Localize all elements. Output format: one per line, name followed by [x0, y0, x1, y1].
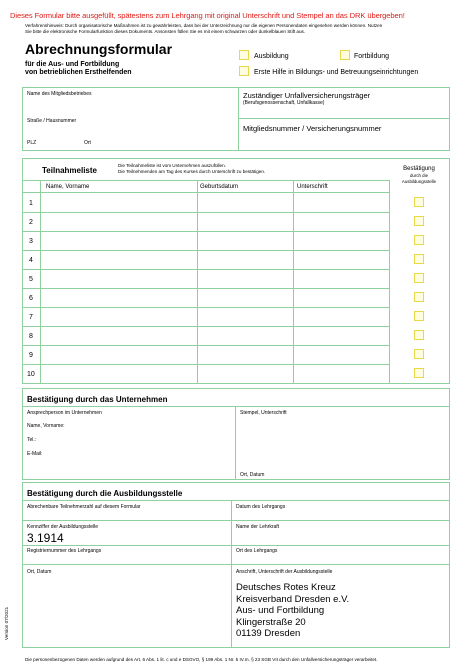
participants-title: Teilnahmeliste [42, 166, 97, 175]
warning-text: Dieses Formular bitte ausgefüllt, spätestens zum Lehrgang mit original Unterschrift und Stempel an das DRK übergeben! [10, 11, 405, 20]
ausbildung-label: Ausbildung [254, 53, 289, 60]
contact-name-label: Name, Vorname: [27, 423, 65, 429]
col-birth-header: Geburtsdatum [200, 184, 239, 190]
register-label: Registriernummer des Lehrgangs [27, 548, 102, 554]
row-number: 2 [29, 219, 33, 226]
legal-footer: Die personenbezogenen Daten werden aufgrund des Art. 6 Abs. 1 lit. c und e DSGVO, § 199 Abs. 1 Nr. 5 IV.m. § 23 SGB VII durch den Unfallversicherungsträger verarbeitet. [25, 657, 378, 662]
ausbildung-checkbox[interactable] [239, 50, 249, 60]
training-confirm-title: Bestätigung durch die Ausbildungsstelle [27, 489, 183, 498]
confirm-sub-2: Ausbildungsstelle [401, 179, 437, 184]
form-subtitle-1: für die Aus- und Fortbildung [25, 61, 120, 68]
participants-note-1: Die Teilnahmeliste ist vom Unternehmen auszufüllen. [118, 163, 226, 168]
training-sign-label: Anschrift, Unterschrift der Ausbildungsstelle [236, 569, 333, 575]
version-label: Version 07/2021 [4, 606, 9, 640]
notice-line-1: Verfahrenshinweis: Durch organisatorische Maßnahmen ist zu gewährleisten, dass bei der Unterzeichnung nur die eigenen Personendaten eingesehen werden können. Nutzen [25, 23, 383, 28]
row-number: 10 [27, 371, 35, 378]
row-confirm-checkbox[interactable] [414, 349, 424, 359]
contact-email-label: E-Mail: [27, 451, 43, 457]
notice-line-2: Sie bitte die elektronische Formularfunktion dieses Dokuments. Ansonsten füllen Sie es mit einem schwarzen oder dunkelblauen Stift aus. [25, 29, 306, 34]
confirm-title: Bestätigung [403, 166, 435, 172]
street-label: Straße / Hausnummer [27, 118, 77, 124]
row-number: 3 [29, 238, 33, 245]
company-name-field[interactable] [27, 98, 232, 112]
training-address [236, 582, 349, 640]
fortbildung-checkbox[interactable] [340, 50, 350, 60]
row-confirm-checkbox[interactable] [414, 330, 424, 340]
row-number: 9 [29, 352, 33, 359]
member-number-label: Mitgliedsnummer / Versicherungsnummer [243, 124, 382, 133]
training-date-label: Ort, Datum [27, 569, 52, 575]
ort-label: Ort [84, 140, 91, 146]
row-number: 4 [29, 257, 33, 264]
row-confirm-checkbox[interactable] [414, 292, 424, 302]
address-line: Aus- und Fortbildung [236, 605, 325, 616]
count-label: Abrechenbare Teilnehmerzahl auf diesem Formular [27, 504, 141, 510]
row-confirm-checkbox[interactable] [414, 368, 424, 378]
company-date-label: Ort, Datum [240, 472, 265, 478]
company-confirm-title: Bestätigung durch das Unternehmen [27, 395, 168, 404]
confirm-sub-1: durch die [409, 173, 429, 178]
row-confirm-checkbox[interactable] [414, 311, 424, 321]
row-confirm-checkbox[interactable] [414, 273, 424, 283]
contact-tel-label: Tel.: [27, 437, 37, 443]
company-name-label: Name des Mitgliedsbetriebes [27, 91, 92, 97]
row-number: 6 [29, 295, 33, 302]
plz-label: PLZ [27, 140, 37, 146]
row-confirm-checkbox[interactable] [414, 235, 424, 245]
address-line: Deutsches Rotes Kreuz [236, 582, 336, 593]
address-line: 01139 Dresden [236, 628, 301, 639]
row-number: 1 [29, 200, 33, 207]
row-confirm-checkbox[interactable] [414, 216, 424, 226]
street-field[interactable] [27, 124, 232, 136]
course-date-label: Datum des Lehrgangs [236, 504, 286, 510]
teacher-label: Name der Lehrkraft [236, 524, 280, 530]
row-number: 5 [29, 276, 33, 283]
row-confirm-checkbox[interactable] [414, 254, 424, 264]
form-subtitle-2: von betrieblichen Ersthelfenden [25, 69, 132, 76]
erste-hilfe-checkbox[interactable] [239, 66, 249, 76]
col-sign-header: Unterschrift [297, 184, 328, 190]
confirm-header [390, 165, 448, 185]
code-label: Kennziffer der Ausbildungsstelle [27, 524, 99, 530]
course-place-label: Ort des Lehrgangs [236, 548, 278, 554]
code-value[interactable]: 3.1914 [27, 531, 64, 545]
address-line: Kreisverband Dresden e.V. [236, 593, 350, 605]
fortbildung-label: Fortbildung [354, 53, 390, 60]
col-name-header: Name, Vorname [46, 184, 90, 190]
stamp-label: Stempel, Unterschrift [240, 410, 287, 416]
uv-label: Zuständiger Unfallversicherungsträger [243, 91, 371, 100]
address-line: Klingerstraße 20 [236, 616, 306, 628]
participants-note-2: Die Teilnehmenden am Tag des Kurses durch Unterschrift zu bestätigen. [118, 169, 266, 174]
row-confirm-checkbox[interactable] [414, 197, 424, 207]
form-title: Abrechnungsformular [25, 41, 173, 57]
erste-hilfe-label: Erste Hilfe in Bildungs- und Betreuungseinrichtungen [254, 69, 419, 76]
uv-sublabel: (Berufsgenossenschaft, Unfallkasse) [243, 100, 325, 106]
contact-label: Ansprechperson im Unternehmen [27, 410, 102, 416]
row-number: 8 [29, 333, 33, 340]
row-number: 7 [29, 314, 33, 321]
